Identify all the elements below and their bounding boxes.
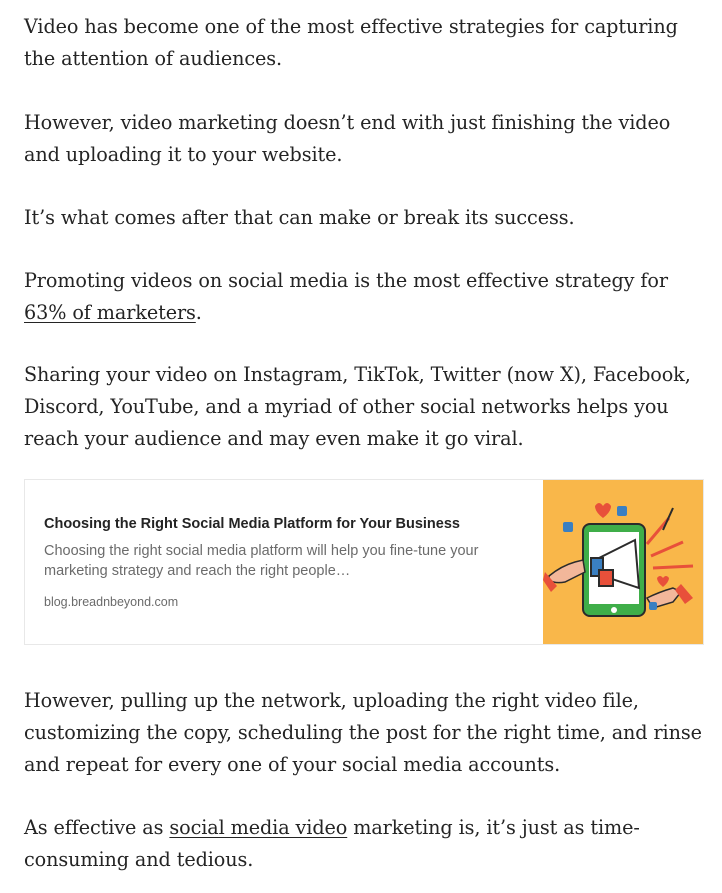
paragraph-4 <box>24 265 704 329</box>
social-media-video-link[interactable]: social media video <box>169 816 348 839</box>
paragraph-6: However, pulling up the network, uploading the right video file, customizing the copy, scheduling the post for the right time, and rinse and repeat for every one of your social media accounts. <box>24 689 702 776</box>
paragraph-7 <box>24 812 704 876</box>
paragraph-7-text: As effective as <box>24 816 170 839</box>
link-preview-card[interactable] <box>24 479 704 645</box>
marketers-stat-link[interactable]: 63% of marketers <box>24 301 196 324</box>
phone-megaphone-illustration-icon <box>543 480 703 644</box>
paragraph-5: Sharing your video on Instagram, TikTok, Twitter (now X), Facebook, Discord, YouTube, and a myriad of other social networks helps you reach your audience and may even make it go viral. <box>24 363 691 450</box>
link-preview-thumbnail <box>543 480 703 644</box>
link-preview-title: Choosing the Right Social Media Platform for Your Business <box>44 516 460 532</box>
paragraph-3: It’s what comes after that can make or break its success. <box>24 206 575 229</box>
paragraph-7-end: marketing is, it’s just as time-consuming and tedious. <box>24 816 640 871</box>
link-preview-domain: blog.breadnbeyond.com <box>44 595 179 609</box>
link-preview-description: Choosing the right social media platform will help you fine-tune your marketing strategy and reach the right people… <box>44 543 479 579</box>
paragraph-1: Video has become one of the most effective strategies for capturing the attention of audiences. <box>24 15 678 70</box>
link-preview-text <box>25 480 543 644</box>
paragraph-4-end: . <box>195 301 202 324</box>
paragraph-4-text: Promoting videos on social media is the most effective strategy for <box>24 269 668 292</box>
paragraph-2: However, video marketing doesn’t end with just finishing the video and uploading it to your website. <box>24 111 671 166</box>
